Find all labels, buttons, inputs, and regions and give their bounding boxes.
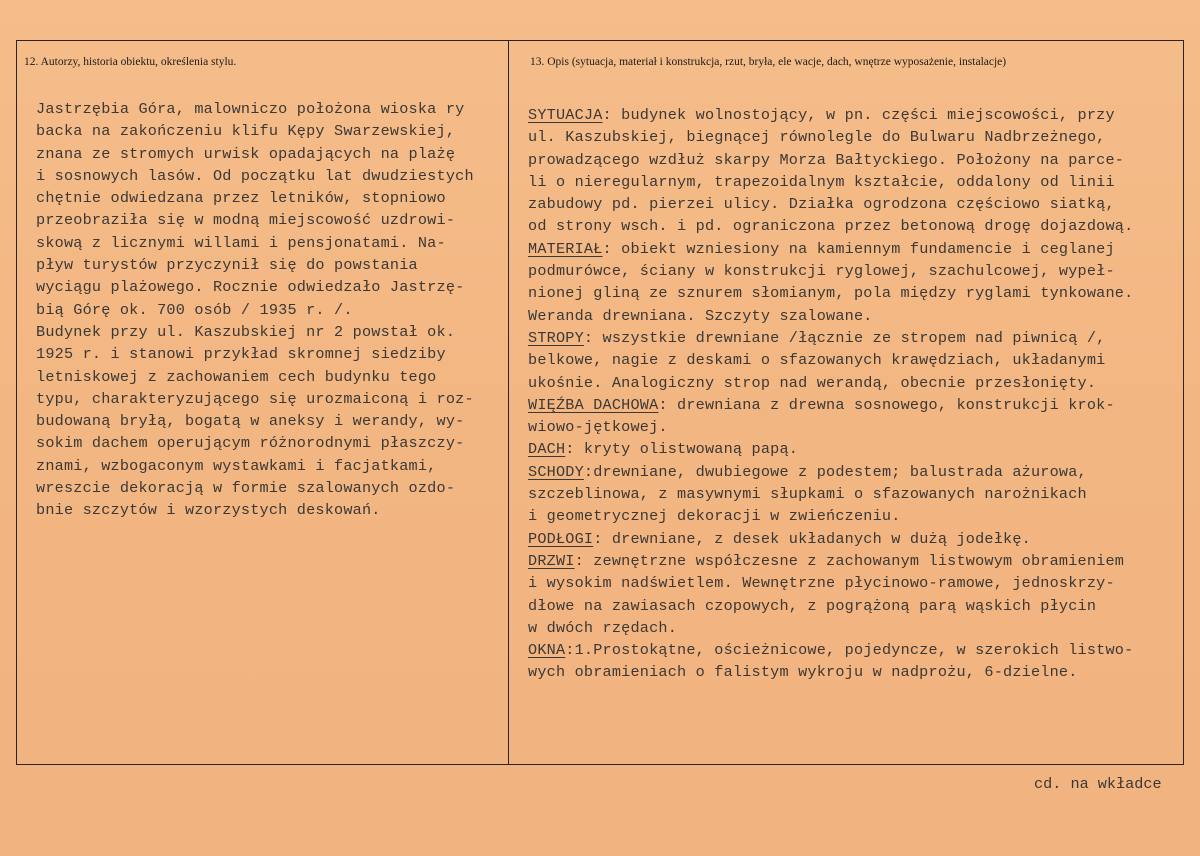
description-text: ul. Kaszubskiej, biegnącej równolegle do Bulwaru Nadbrzeżnego, — [528, 128, 1106, 147]
description-line — [528, 528, 1188, 550]
history-line: znami, wzbogaconym wystawkami i facjatkami, — [36, 456, 437, 475]
description-text: li o nieregularnym, trapezoidalnym kształcie, oddalony od linii — [528, 172, 1115, 191]
section-13-header: 13. Opis (sytuacja, materiał i konstrukcja, rzut, bryła, ele wacje, dach, wnętrze wyposażenie, instalacje) — [530, 56, 1007, 68]
description-text: ukośnie. Analogiczny strop nad werandą, obecnie przesłonięty. — [528, 373, 1097, 392]
description-line — [528, 416, 1188, 438]
description-text: szczeblinowa, z masywnymi słupkami o sfazowanych narożnikach — [528, 485, 1087, 504]
description-line — [528, 661, 1188, 683]
description-line — [528, 149, 1188, 171]
description-text: zabudowy pd. pierzei ulicy. Działka ogrodzona częściowo siatką, — [528, 195, 1115, 214]
frame-bottom-rule — [16, 764, 1184, 765]
section-label: WIĘŹBA DACHOWA — [528, 395, 659, 414]
frame-top-rule — [16, 40, 1184, 41]
description-text: i geometrycznej dekoracji w zwieńczeniu. — [528, 507, 901, 526]
history-line: skową z licznymi willami i pensjonatami. Na- — [36, 233, 446, 252]
history-line: letniskowej z zachowaniem cech budynku tego — [36, 367, 437, 386]
description-text: prowadzącego wzdłuż skarpy Morza Bałtyckiego. Położony na parce- — [528, 150, 1125, 169]
description-line — [528, 171, 1188, 193]
description-line — [528, 438, 1188, 460]
description-text: belkowe, nagie z deskami o sfazowanych krawędziach, układanymi — [528, 351, 1106, 370]
description-line — [528, 483, 1188, 505]
description-text: w dwóch rzędach. — [528, 618, 678, 637]
description-text: nionej gliną ze sznurem słomianym, pola między ryglami tynkowane. — [528, 284, 1134, 303]
description-line — [528, 639, 1188, 661]
continued-note: cd. na wkładce — [1034, 775, 1162, 793]
description-line — [528, 260, 1188, 282]
description-text: : wszystkie drewniane /łącznie ze stropem nad piwnicą /, — [583, 328, 1106, 347]
section-label: STROPY — [528, 328, 584, 347]
description-text-column — [528, 104, 1188, 684]
history-line: budowaną bryłą, bogatą w aneksy i werandy, wy- — [36, 412, 465, 431]
description-text: podmurówce, ściany w konstrukcji ryglowej, szachulcowej, wypeł- — [528, 262, 1115, 281]
history-line: bią Górę ok. 700 osób / 1935 r. /. — [36, 300, 353, 319]
history-line: 1925 r. i stanowi przykład skromnej siedziby — [36, 345, 446, 364]
frame-left-rule — [16, 40, 17, 764]
description-text: : drewniana z drewna sosnowego, konstrukcji krok- — [658, 395, 1115, 414]
history-line: Budynek przy ul. Kaszubskiej nr 2 powstał ok. — [36, 322, 456, 341]
description-line — [528, 372, 1188, 394]
description-line — [528, 595, 1188, 617]
section-label: PODŁOGI — [528, 529, 594, 548]
section-label: SCHODY — [528, 462, 584, 481]
description-line — [528, 282, 1188, 304]
description-text: : drewniane, z desek układanych w dużą jodełkę. — [593, 529, 1031, 548]
history-line: wreszcie dekoracją w formie szalowanych ozdo- — [36, 479, 456, 498]
description-text: Weranda drewniana. Szczyty szalowane. — [528, 306, 873, 325]
description-line — [528, 305, 1188, 327]
history-line: pływ turystów przyczynił się do powstania — [36, 256, 418, 275]
section-label: OKNA — [528, 641, 566, 660]
description-line — [528, 104, 1188, 126]
history-line: backa na zakończeniu klifu Kępy Swarzewskiej, — [36, 122, 456, 141]
description-line — [528, 550, 1188, 572]
history-line: chętnie odwiedzana przez letników, stopniowo — [36, 189, 446, 208]
description-text: dłowe na zawiasach czopowych, z pogrążoną parą wąskich płycin — [528, 596, 1097, 615]
history-line: wyciągu plażowego. Rocznie odwiedzało Jastrzę- — [36, 278, 465, 297]
history-line: bnie szczytów i wzorzystych deskowań. — [36, 501, 381, 520]
description-line — [528, 238, 1188, 260]
description-line — [528, 617, 1188, 639]
history-line: znana ze stromych urwisk opadających na plażę — [36, 144, 456, 163]
column-divider — [508, 40, 509, 764]
history-line: przeobraziła się w modną miejscowość uzdrowi- — [36, 211, 456, 230]
description-line — [528, 505, 1188, 527]
history-text-column — [36, 98, 508, 522]
description-line — [528, 327, 1188, 349]
description-text: wych obramieniach o falistym wykroju w nadprożu, 6-dzielne. — [528, 663, 1078, 682]
description-text: :drewniane, dwubiegowe z podestem; balustrada ażurowa, — [583, 462, 1087, 481]
section-label: MATERIAŁ — [528, 239, 603, 258]
history-line: typu, charakteryzującego się urozmaiconą i roz- — [36, 389, 474, 408]
description-line — [528, 461, 1188, 483]
history-line: Jastrzębia Góra, malowniczo położona wioska ry — [36, 100, 465, 118]
description-text: :1.Prostokątne, ościeżnicowe, pojedyncze, w szerokich listwo- — [565, 641, 1134, 660]
description-text: : obiekt wzniesiony na kamiennym fundamencie i ceglanej — [602, 239, 1115, 258]
history-line: sokim dachem operującym różnorodnymi płaszczy- — [36, 434, 465, 453]
description-text: wiowo-jętkowej. — [528, 418, 668, 437]
section-label: DRZWI — [528, 551, 575, 570]
description-line — [528, 349, 1188, 371]
description-line — [528, 572, 1188, 594]
description-text: : kryty olistwowaną papą. — [565, 440, 799, 459]
description-text: : zewnętrzne współczesne z zachowanym listwowym obramieniem — [574, 551, 1125, 570]
description-line — [528, 394, 1188, 416]
description-text: od strony wsch. i pd. ograniczona przez betonową drogę dojazdową. — [528, 217, 1134, 236]
history-line: i sosnowych lasów. Od początku lat dwudziestych — [36, 166, 474, 185]
description-line — [528, 126, 1188, 148]
description-text: : budynek wolnostojący, w pn. części miejscowości, przy — [602, 106, 1115, 124]
description-line — [528, 193, 1188, 215]
section-12-header: 12. Autorzy, historia obiektu, określenia stylu. — [24, 56, 237, 68]
description-line — [528, 215, 1188, 237]
section-label: SYTUACJA — [528, 106, 603, 124]
section-label: DACH — [528, 440, 566, 459]
description-text: i wysokim nadświetlem. Wewnętrzne płycinowo-ramowe, jednoskrzy- — [528, 574, 1115, 593]
